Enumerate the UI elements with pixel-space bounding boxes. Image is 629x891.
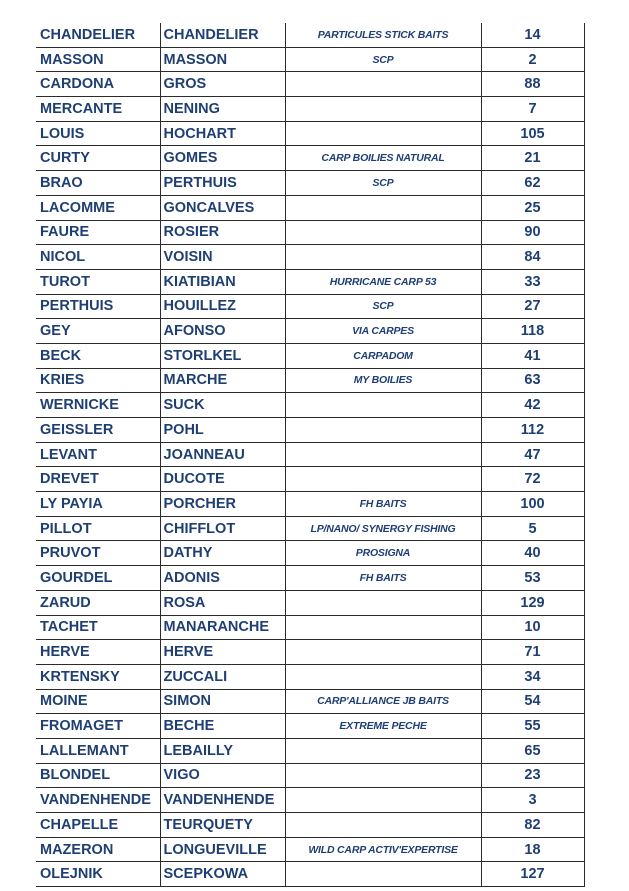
first-name-cell: ADONIS <box>160 566 285 591</box>
team-number-cell: 23 <box>481 763 584 788</box>
team-number-cell: 118 <box>481 319 584 344</box>
team-number-cell: 40 <box>481 541 584 566</box>
table-row <box>36 121 584 146</box>
last-name-cell: CHAPELLE <box>36 813 160 838</box>
table-row <box>36 615 584 640</box>
table-row <box>36 319 584 344</box>
team-number-cell: 105 <box>481 121 584 146</box>
sponsor-cell <box>285 763 481 788</box>
first-name-cell: HOUILLEZ <box>160 294 285 319</box>
last-name-cell: FAURE <box>36 220 160 245</box>
sponsor-cell <box>285 640 481 665</box>
last-name-cell: PRUVOT <box>36 541 160 566</box>
last-name-cell: NICOL <box>36 245 160 270</box>
sponsor-cell: SCP <box>285 171 481 196</box>
sponsor-cell: PARTICULES STICK BAITS <box>285 23 481 47</box>
sponsor-cell: SCP <box>285 294 481 319</box>
last-name-cell: LACOMME <box>36 195 160 220</box>
team-number-cell: 63 <box>481 368 584 393</box>
last-name-cell: MAZERON <box>36 837 160 862</box>
table-row <box>36 492 584 517</box>
table-row <box>36 294 584 319</box>
sponsor-cell <box>285 442 481 467</box>
table-row <box>36 343 584 368</box>
sponsor-cell: MY BOILIES <box>285 368 481 393</box>
sponsor-cell: LP/NANO/ SYNERGY FISHING <box>285 516 481 541</box>
team-number-cell: 88 <box>481 72 584 97</box>
first-name-cell: VANDENHENDE <box>160 788 285 813</box>
team-number-cell: 2 <box>481 47 584 72</box>
last-name-cell: GEISSLER <box>36 418 160 443</box>
first-name-cell: TEURQUETY <box>160 813 285 838</box>
table-row <box>36 640 584 665</box>
first-name-cell: BECHE <box>160 714 285 739</box>
team-number-cell: 18 <box>481 837 584 862</box>
team-number-cell: 5 <box>481 516 584 541</box>
first-name-cell: ROSA <box>160 590 285 615</box>
first-name-cell: AFONSO <box>160 319 285 344</box>
last-name-cell: BLONDEL <box>36 763 160 788</box>
last-name-cell: LEVANT <box>36 442 160 467</box>
sponsor-cell: FH BAITS <box>285 566 481 591</box>
table-row <box>36 813 584 838</box>
team-number-cell: 71 <box>481 640 584 665</box>
team-number-cell: 65 <box>481 738 584 763</box>
sponsor-cell <box>285 245 481 270</box>
teams-table <box>36 23 585 887</box>
first-name-cell: ZUCCALI <box>160 664 285 689</box>
sponsor-cell <box>285 664 481 689</box>
table-row <box>36 862 584 887</box>
sponsor-cell: CARP BOILIES NATURAL <box>285 146 481 171</box>
last-name-cell: TACHET <box>36 615 160 640</box>
team-number-cell: 72 <box>481 467 584 492</box>
sponsor-cell <box>285 418 481 443</box>
first-name-cell: VIGO <box>160 763 285 788</box>
sponsor-cell <box>285 467 481 492</box>
sponsor-cell <box>285 813 481 838</box>
team-number-cell: 7 <box>481 97 584 122</box>
first-name-cell: HERVE <box>160 640 285 665</box>
last-name-cell: MOINE <box>36 689 160 714</box>
sponsor-cell <box>285 393 481 418</box>
first-name-cell: SUCK <box>160 393 285 418</box>
table-row <box>36 516 584 541</box>
first-name-cell: PORCHER <box>160 492 285 517</box>
last-name-cell: FROMAGET <box>36 714 160 739</box>
last-name-cell: ZARUD <box>36 590 160 615</box>
team-number-cell: 53 <box>481 566 584 591</box>
table-row <box>36 541 584 566</box>
team-number-cell: 90 <box>481 220 584 245</box>
sponsor-cell <box>285 195 481 220</box>
table-row <box>36 146 584 171</box>
last-name-cell: KRIES <box>36 368 160 393</box>
first-name-cell: SCEPKOWA <box>160 862 285 887</box>
team-number-cell: 129 <box>481 590 584 615</box>
team-number-cell: 127 <box>481 862 584 887</box>
first-name-cell: CHIFFLOT <box>160 516 285 541</box>
last-name-cell: GOURDEL <box>36 566 160 591</box>
last-name-cell: CURTY <box>36 146 160 171</box>
first-name-cell: NENING <box>160 97 285 122</box>
team-number-cell: 47 <box>481 442 584 467</box>
sponsor-cell <box>285 121 481 146</box>
first-name-cell: STORLKEL <box>160 343 285 368</box>
first-name-cell: ROSIER <box>160 220 285 245</box>
last-name-cell: WERNICKE <box>36 393 160 418</box>
last-name-cell: MERCANTE <box>36 97 160 122</box>
first-name-cell: GOMES <box>160 146 285 171</box>
table-row <box>36 171 584 196</box>
table-row <box>36 566 584 591</box>
table-row <box>36 72 584 97</box>
sponsor-cell <box>285 862 481 887</box>
first-name-cell: LONGUEVILLE <box>160 837 285 862</box>
sponsor-cell: CARP'ALLIANCE JB BAITS <box>285 689 481 714</box>
first-name-cell: MARCHE <box>160 368 285 393</box>
table-row <box>36 245 584 270</box>
last-name-cell: MASSON <box>36 47 160 72</box>
last-name-cell: BECK <box>36 343 160 368</box>
table-row <box>36 837 584 862</box>
team-number-cell: 54 <box>481 689 584 714</box>
table-row <box>36 763 584 788</box>
first-name-cell: POHL <box>160 418 285 443</box>
sponsor-cell: WILD CARP ACTIV'EXPERTISE <box>285 837 481 862</box>
last-name-cell: HERVE <box>36 640 160 665</box>
table-row <box>36 368 584 393</box>
first-name-cell: SIMON <box>160 689 285 714</box>
table-row <box>36 467 584 492</box>
first-name-cell: GROS <box>160 72 285 97</box>
table-row <box>36 714 584 739</box>
first-name-cell: MANARANCHE <box>160 615 285 640</box>
last-name-cell: OLEJNIK <box>36 862 160 887</box>
first-name-cell: MASSON <box>160 47 285 72</box>
team-number-cell: 14 <box>481 23 584 47</box>
table-row <box>36 195 584 220</box>
table-row <box>36 220 584 245</box>
last-name-cell: BRAO <box>36 171 160 196</box>
last-name-cell: LALLEMANT <box>36 738 160 763</box>
table-row <box>36 97 584 122</box>
last-name-cell: DREVET <box>36 467 160 492</box>
team-number-cell: 55 <box>481 714 584 739</box>
team-number-cell: 100 <box>481 492 584 517</box>
sponsor-cell <box>285 788 481 813</box>
last-name-cell: PERTHUIS <box>36 294 160 319</box>
team-number-cell: 3 <box>481 788 584 813</box>
team-number-cell: 112 <box>481 418 584 443</box>
sponsor-cell: HURRICANE CARP 53 <box>285 269 481 294</box>
team-number-cell: 25 <box>481 195 584 220</box>
team-list-sheet <box>36 23 584 887</box>
sponsor-cell <box>285 72 481 97</box>
sponsor-cell <box>285 615 481 640</box>
team-number-cell: 34 <box>481 664 584 689</box>
last-name-cell: GEY <box>36 319 160 344</box>
table-row <box>36 418 584 443</box>
sponsor-cell <box>285 590 481 615</box>
sponsor-cell: CARPADOM <box>285 343 481 368</box>
last-name-cell: CHANDELIER <box>36 23 160 47</box>
first-name-cell: CHANDELIER <box>160 23 285 47</box>
first-name-cell: GONCALVES <box>160 195 285 220</box>
first-name-cell: HOCHART <box>160 121 285 146</box>
team-number-cell: 84 <box>481 245 584 270</box>
last-name-cell: CARDONA <box>36 72 160 97</box>
first-name-cell: VOISIN <box>160 245 285 270</box>
first-name-cell: JOANNEAU <box>160 442 285 467</box>
table-row <box>36 47 584 72</box>
first-name-cell: DUCOTE <box>160 467 285 492</box>
table-row <box>36 689 584 714</box>
table-row <box>36 442 584 467</box>
first-name-cell: KIATIBIAN <box>160 269 285 294</box>
team-number-cell: 62 <box>481 171 584 196</box>
team-number-cell: 10 <box>481 615 584 640</box>
first-name-cell: LEBAILLY <box>160 738 285 763</box>
team-number-cell: 42 <box>481 393 584 418</box>
team-number-cell: 41 <box>481 343 584 368</box>
last-name-cell: LY PAYIA <box>36 492 160 517</box>
team-number-cell: 21 <box>481 146 584 171</box>
sponsor-cell <box>285 738 481 763</box>
sponsor-cell: VIA CARPES <box>285 319 481 344</box>
table-row <box>36 23 584 47</box>
team-number-cell: 27 <box>481 294 584 319</box>
team-number-cell: 33 <box>481 269 584 294</box>
last-name-cell: LOUIS <box>36 121 160 146</box>
sponsor-cell: SCP <box>285 47 481 72</box>
last-name-cell: TUROT <box>36 269 160 294</box>
table-row <box>36 664 584 689</box>
sponsor-cell: FH BAITS <box>285 492 481 517</box>
sponsor-cell: EXTREME PECHE <box>285 714 481 739</box>
first-name-cell: PERTHUIS <box>160 171 285 196</box>
first-name-cell: DATHY <box>160 541 285 566</box>
sponsor-cell: PROSIGNA <box>285 541 481 566</box>
last-name-cell: KRTENSKY <box>36 664 160 689</box>
table-row <box>36 788 584 813</box>
last-name-cell: PILLOT <box>36 516 160 541</box>
last-name-cell: VANDENHENDE <box>36 788 160 813</box>
table-row <box>36 590 584 615</box>
sponsor-cell <box>285 220 481 245</box>
team-number-cell: 82 <box>481 813 584 838</box>
sponsor-cell <box>285 97 481 122</box>
table-row <box>36 393 584 418</box>
teams-table-body <box>36 23 584 887</box>
table-row <box>36 738 584 763</box>
table-row <box>36 269 584 294</box>
